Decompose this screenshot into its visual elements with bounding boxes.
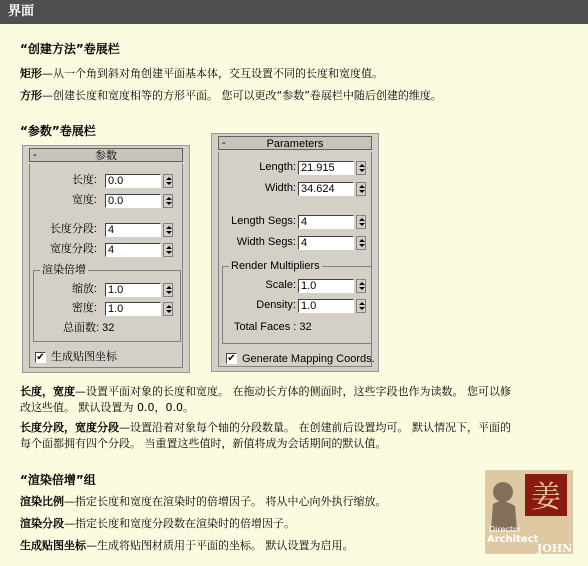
square-desc <box>20 88 442 104</box>
gen-coords-label-en: Generate Mapping Coords. <box>242 353 375 365</box>
gen-coords-checkbox-cn[interactable]: ✔ <box>36 352 45 363</box>
gen-coords-checkbox-en[interactable]: ✔ <box>227 353 236 364</box>
scale-field[interactable]: 1.0 <box>105 283 161 297</box>
rollout-header-cn[interactable] <box>29 148 183 162</box>
scale-label-en: Scale: <box>265 279 296 291</box>
rect-desc <box>20 66 383 82</box>
group-title-en: Render Multipliers <box>231 260 320 272</box>
width-label-en: Width: <box>264 182 296 194</box>
scale-field-en[interactable]: 1.0 <box>298 279 354 293</box>
density-field[interactable]: 1.0 <box>105 302 161 316</box>
square-text: —创建长度和宽度相等的方形平面。 您可以更改“参数”卷展栏中随后创建的维度。 <box>42 89 442 102</box>
logo-char: 姜 <box>531 480 561 515</box>
params-panel-cn <box>22 145 190 373</box>
length-segs-label: 长度分段: <box>49 223 97 235</box>
section-header: 界面 <box>0 0 588 24</box>
render-scale-desc <box>20 494 387 510</box>
collapse-icon: - <box>222 137 226 149</box>
length-spinner[interactable] <box>163 174 173 188</box>
rect-term: 矩形 <box>20 67 42 80</box>
params-panel-en <box>211 133 379 372</box>
render-segs-term: 渲染分段 <box>20 517 64 530</box>
render-segs-desc <box>20 516 295 532</box>
group-title-cn: 渲染倍增 <box>42 264 86 276</box>
total-faces-cn: 总面数: 32 <box>63 322 115 334</box>
length-segs-field[interactable]: 4 <box>105 223 161 237</box>
rollout-title-en: Parameters <box>266 138 324 150</box>
width-spinner-en[interactable] <box>356 182 366 196</box>
length-segs-spinner-en[interactable] <box>356 215 366 229</box>
rollout-title-cn: 参数 <box>95 150 117 162</box>
render-scale-term: 渲染比例 <box>20 495 64 508</box>
render-segs-text: —指定长度和宽度分段数在渲染时的倍增因子。 <box>64 517 295 530</box>
segs-term: 长度分段，宽度分段 <box>20 421 119 434</box>
lw-text-1: —设置平面对象的长度和宽度。 在拖动长方体的侧面时，这些字段也作为读数。 您可以修 <box>75 385 511 398</box>
length-segs-spinner[interactable] <box>163 223 173 237</box>
density-label-en: Density: <box>256 299 296 311</box>
gen-coords-label-cn: 生成贴图坐标 <box>51 351 117 363</box>
width-segs-field[interactable]: 4 <box>105 243 161 257</box>
segs-desc-line2: 每个面都拥有四个分段。 当重置这些值时，新值将成为会话期间的默认值。 <box>20 437 387 450</box>
params-heading: “参数”卷展栏 <box>20 124 96 138</box>
logo-line2: Architect <box>487 534 539 545</box>
length-segs-label-en: Length Segs: <box>231 215 296 227</box>
lw-desc-line2: 改这些值。 默认设置为 0.0，0.0。 <box>20 401 194 414</box>
length-label: 长度: <box>71 174 97 186</box>
width-segs-field-en[interactable]: 4 <box>298 236 354 250</box>
density-spinner[interactable] <box>163 302 173 316</box>
gen-coords-term: 生成贴图坐标 <box>20 539 86 552</box>
total-faces-en: Total Faces : 32 <box>234 321 312 333</box>
square-term: 方形 <box>20 89 42 102</box>
scale-label: 缩放: <box>71 283 97 295</box>
gen-coords-text: —生成将贴图材质用于平面的坐标。 默认设置为启用。 <box>86 539 354 552</box>
width-field[interactable]: 0.0 <box>105 194 161 208</box>
width-field-en[interactable]: 34.624 <box>298 182 354 196</box>
render-group-heading: “渲染倍增”组 <box>20 473 96 487</box>
watermark-logo <box>485 470 573 554</box>
render-scale-text: —指定长度和宽度在渲染时的倍增因子。 将从中心向外执行缩放。 <box>64 495 387 508</box>
create-method-heading: “创建方法”卷展栏 <box>20 42 120 56</box>
length-segs-field-en[interactable]: 4 <box>298 215 354 229</box>
gen-coords-desc <box>20 538 354 554</box>
lw-term: 长度，宽度 <box>20 385 75 398</box>
width-segs-spinner-en[interactable] <box>356 236 366 250</box>
segs-text-1: —设置沿着对象每个轴的分段数量。 在创建前后设置均可。 默认情况下，平面的 <box>119 421 511 434</box>
width-segs-label-en: Width Segs: <box>236 236 296 248</box>
width-segs-label: 宽度分段: <box>49 243 97 255</box>
lw-desc-line1 <box>20 384 511 400</box>
length-field[interactable]: 0.0 <box>105 174 161 188</box>
width-label: 宽度: <box>71 194 97 206</box>
logo-line3: JOHN <box>537 542 573 554</box>
length-field-en[interactable]: 21.915 <box>298 161 354 175</box>
width-spinner[interactable] <box>163 194 173 208</box>
scale-spinner-en[interactable] <box>356 279 366 293</box>
density-label: 密度: <box>71 302 97 314</box>
thinker-head-icon <box>493 482 513 502</box>
width-segs-spinner[interactable] <box>163 243 173 257</box>
collapse-icon: - <box>33 149 37 161</box>
logo-line1: Director <box>489 525 522 534</box>
length-label-en: Length: <box>259 161 296 173</box>
rect-text: —从一个角到斜对角创建平面基本体，交互设置不同的长度和宽度值。 <box>42 67 383 80</box>
scale-spinner[interactable] <box>163 283 173 297</box>
density-field-en[interactable]: 1.0 <box>298 299 354 313</box>
density-spinner-en[interactable] <box>356 299 366 313</box>
rollout-header-en[interactable] <box>218 136 372 150</box>
segs-desc-line1 <box>20 420 511 436</box>
length-spinner-en[interactable] <box>356 161 366 175</box>
